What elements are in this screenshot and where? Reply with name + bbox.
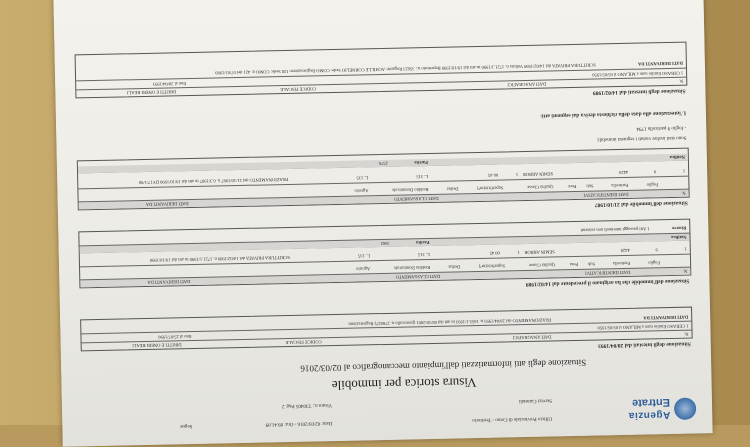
subcol-reddito: Reddito Dominicale	[393, 265, 431, 271]
col-codice-fiscale: CODICE FISCALE	[285, 339, 322, 346]
partita-label: Partita	[414, 160, 428, 166]
subcol-particella: Particella	[611, 182, 629, 189]
derivanti-detail: FRAZIONAMENTO del 28/04/1993 n. 1655.1/1993 in atti dal 08/10/2001 (protocollo n. 276027) Registrazione:	[347, 317, 552, 327]
subcol-sub: Sub	[588, 261, 596, 267]
col-derivanti: DATI DERIVANTI DA	[147, 279, 191, 285]
subcol-qualita: Qualità Classe	[527, 184, 554, 190]
logo-word-2: Entrate	[631, 396, 671, 409]
row-dominicale: L. 315	[416, 174, 429, 180]
notifica-label: Notifica	[669, 154, 685, 160]
col-anagrafici: DATI ANAGRAFICI	[512, 334, 552, 341]
row-foglio: 9	[655, 247, 658, 253]
subcol-agrario: Agrario	[356, 266, 371, 272]
row-agrario: L. 135	[358, 253, 370, 259]
segue-label: Segue	[180, 423, 193, 429]
intestato-row: 1 CERASO Emilio nato a MILANO il 05/05/1950	[597, 323, 689, 331]
section-intestati-1993: Situazione degli intestati dal 28/04/1993	[598, 340, 691, 349]
subcol-particella: Particella	[613, 260, 631, 267]
row-qualita: SEMIN ARBOR	[524, 249, 555, 256]
derivanti-detail: SCRITTURA PRIVATA del 14/02/1989 Voltura n. 1721.1/1990 in atti dal 19/10/1990 Repertorio n.: 35623 Rogante: ACHILLE CORNELIO Sede: COMO Registrazione: UR Sede: COMO n: 421 del 07/03/1989	[215, 62, 596, 76]
subcol-superficie: Superficie(m²)	[477, 185, 504, 192]
subcol-deduz: Deduz	[446, 186, 459, 192]
row-agrario: L. 135	[356, 175, 369, 181]
page-subtitle: Situazione degli atti informatizzati dall'impianto meccanografico al 02/03/2016	[300, 357, 587, 374]
subcol-superficie: Superficie(m²)	[478, 263, 506, 270]
row-classe: 1	[515, 172, 519, 178]
subcol-porz: Porz	[569, 261, 579, 268]
derivanti-label: DATI DERIVANTI DA	[643, 314, 689, 321]
row-classe: 1	[517, 250, 520, 256]
derivanti-label: DATI DERIVANTI DA	[638, 60, 683, 67]
col-identificativi: DATI IDENTIFICATIVI	[583, 191, 629, 198]
row-superficie: 00 45	[489, 250, 500, 256]
col-diritti: DIRITTI E ONERI REALI	[132, 342, 182, 349]
subcol-foglio: Foglio	[648, 260, 661, 266]
intestato-until: fino al 28/04/1993	[152, 81, 187, 87]
subcol-agrario: Agrario	[354, 188, 369, 194]
subcol-porz: Porz	[568, 183, 577, 190]
agency-logo	[586, 391, 697, 423]
col-n: N.	[684, 331, 689, 337]
intestato-until: fino al 25/07/1996	[158, 334, 192, 340]
col-classamento: DATI CLASSAMENTO	[394, 195, 439, 202]
row-particella: 4428	[619, 169, 629, 176]
subcol-qualita: Qualità Classe	[528, 262, 556, 268]
row-particella: 4428	[620, 247, 630, 254]
col-n: N.	[678, 78, 684, 84]
office-name: Ufficio Provinciale di Como - Territorio	[472, 415, 553, 423]
partita-value: 2576	[378, 160, 388, 167]
document-sheet	[53, 0, 712, 447]
col-identificativi: DATI IDENTIFICATIVI	[585, 269, 631, 276]
col-n: N.	[682, 268, 688, 274]
note-line-3: L'intestazione alla data della richiesta deriva dai seguenti atti:	[540, 109, 686, 119]
row-superficie: 00 45	[488, 172, 499, 178]
logo-emblem-icon	[674, 397, 696, 419]
partita-value: 3062	[380, 240, 390, 247]
visura-number: Visura n.: T30405 Pag: 2	[281, 402, 333, 409]
partita-label: Partita	[416, 240, 430, 246]
riserve-label: Riserve	[671, 225, 687, 231]
section-intestati-1989: Situazione degli intestati dal 14/02/1989	[592, 87, 686, 96]
col-codice-fiscale: CODICE FISCALE	[280, 86, 317, 93]
subcol-reddito: Reddito Dominicale	[392, 187, 429, 193]
logo-word-1: Agenzia	[628, 409, 671, 421]
services-name: Servizi Catastali	[518, 397, 552, 404]
intestato-row: 1 CERASO Emilio nato a MILANO il 05/05/1950	[592, 70, 684, 78]
row-dominicale: L. 315	[418, 252, 430, 258]
col-n: N.	[681, 190, 686, 196]
col-derivanti: DATI DERIVANTI DA	[145, 201, 189, 207]
row-derivanti: FRAZIONAMENTO del 21/10/1987 n. 6.3/1987 in atti dal 19/10/1990 DV17/1/90	[138, 176, 289, 186]
col-classamento: DATI CLASSAMENTO	[395, 273, 441, 280]
row-qualita: SEMIN ARBOR	[522, 171, 554, 178]
subcol-foglio: Foglio	[646, 182, 659, 188]
section-immobile-1987: Situazione dell'immobile dal 21/10/1987	[594, 199, 688, 208]
note-line-2: - foglio 9 particella 1794	[636, 124, 687, 131]
row-derivanti: SCRITTURA PRIVATA del 14/02/1989 n. 1721.1/1990 in atti dal 19/10/1990	[149, 254, 290, 263]
page-title: Visura storica per immobile	[331, 375, 477, 394]
col-diritti: DIRITTI E ONERI REALI	[126, 89, 177, 96]
row-foglio: 9	[653, 169, 657, 175]
row-n: 1	[682, 168, 686, 174]
col-anagrafici: DATI ANAGRAFICI	[507, 81, 547, 88]
section-immobile-1989: Situazione dell'immobile che ha originato il precedente dal 14/02/1989	[525, 277, 690, 288]
note-line-1: Sono stati inoltre variati i seguenti immobili:	[596, 134, 687, 142]
row-n: 1	[684, 246, 687, 252]
document-content	[53, 0, 712, 447]
date-line: Data: 02/03/2016 - Ora: 09.41.09	[265, 420, 333, 427]
subcol-deduz: Deduz	[448, 264, 461, 270]
riserve-value: 1 Atti passaggi intermedi non esistenti	[580, 226, 650, 233]
subcol-sub: Sub	[586, 183, 594, 189]
notifica-label: Notifica	[671, 234, 687, 240]
